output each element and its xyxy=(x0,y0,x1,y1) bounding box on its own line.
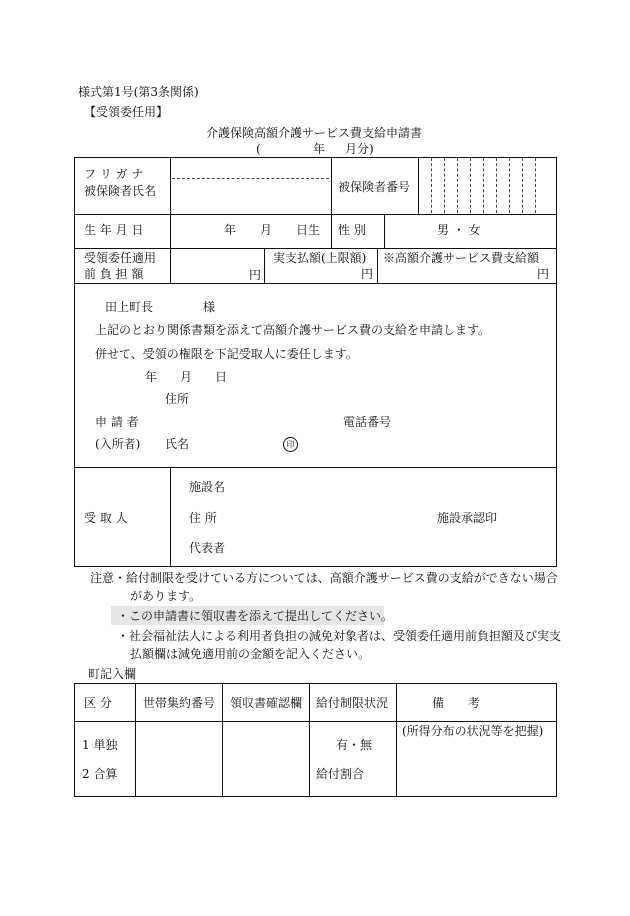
insured-number-label: 被保険者番号 xyxy=(338,180,411,194)
note-3-cont: 払額欄は減免適用前の金額を記入ください。 xyxy=(130,647,371,661)
application-form-box xyxy=(74,157,557,567)
restriction-options: 有・無 xyxy=(336,738,373,752)
seal-mark-icon: 印 xyxy=(283,437,298,452)
recipient-label: 受 取 人 xyxy=(84,511,128,525)
addressee: 田上町長 xyxy=(105,300,154,314)
note-2: ・この申請書に領収書を添えて提出してください。 xyxy=(117,609,394,623)
row-type-single: 1 単独 xyxy=(82,738,118,752)
addressee-suffix: 様 xyxy=(203,300,216,314)
town-section-title: 町記入欄 xyxy=(88,667,137,681)
applicant-address-label: 住所 xyxy=(165,392,190,406)
recipient-address-label: 住 所 xyxy=(189,511,217,525)
header-category: 区 分 xyxy=(84,696,112,710)
period-open: ( xyxy=(256,142,261,156)
delegation-label-1: 受領委任適用 xyxy=(84,251,157,265)
period-month-label: 月分) xyxy=(345,142,374,156)
date-month-label: 月 xyxy=(180,370,193,384)
representative-label: 代表者 xyxy=(189,541,226,555)
furigana-label: フ リ ガ ナ xyxy=(84,167,144,181)
yen-label-1: 円 xyxy=(249,268,262,282)
actual-payment-label: 実支払額(上限額) xyxy=(273,251,367,265)
period-year-label: 年 xyxy=(313,142,326,156)
sex-label: 性 別 xyxy=(338,223,366,237)
facility-approval-seal-label: 施設承認印 xyxy=(437,511,498,525)
phone-label: 電話番号 xyxy=(343,415,392,429)
header-receipt-check: 領収書確認欄 xyxy=(230,696,303,710)
header-household-number: 世帯集約番号 xyxy=(143,696,216,710)
sex-options: 男 ・ 女 xyxy=(437,223,481,237)
row-type-combined: 2 合算 xyxy=(82,767,118,781)
remarks-note: (所得分布の状況等を把握) xyxy=(402,724,544,738)
dob-label: 生 年 月 日 xyxy=(84,223,144,237)
form-number: 様式第1号(第3条関係) xyxy=(78,85,199,99)
note-3: ・社会福祉法人による利用者負担の減免対象者は、受領委任適用前負担額及び実支 xyxy=(117,629,562,643)
date-year-label: 年 xyxy=(145,370,158,384)
delegation-label-2: 前 負 担 額 xyxy=(84,267,144,281)
benefit-rate-label: 給付割合 xyxy=(316,767,365,781)
note-lead: 注意・給付制限を受けている方については、高額介護サービス費の支給ができない場合 xyxy=(90,571,558,585)
yen-label-3: 円 xyxy=(537,267,550,281)
form-category: 【受領委任用】 xyxy=(84,105,169,119)
dob-year-label: 年 xyxy=(224,223,237,237)
facility-name-label: 施設名 xyxy=(189,480,226,494)
high-cost-label: ※高額介護サービス費支給額 xyxy=(383,251,540,265)
applicant-name-label: 氏名 xyxy=(165,437,190,451)
application-line-1: 上記のとおり関係書類を添えて高額介護サービス費の支給を申請します。 xyxy=(95,323,491,337)
applicant-label: 申 請 者 xyxy=(95,415,139,429)
header-restriction-status: 給付制限状況 xyxy=(316,696,389,710)
page-title: 介護保険高額介護サービス費支給申請書 xyxy=(206,126,423,140)
dob-month-label: 月 xyxy=(260,223,273,237)
note-lead-cont: があります。 xyxy=(130,589,202,603)
application-line-2: 併せて、受領の権限を下記受取人に委任します。 xyxy=(95,347,358,361)
resident-label: (入所者) xyxy=(95,437,141,451)
yen-label-2: 円 xyxy=(361,267,374,281)
date-day-label: 日 xyxy=(215,370,228,384)
insured-name-label: 被保険者氏名 xyxy=(84,184,157,198)
header-remarks: 備 考 xyxy=(432,696,481,710)
dob-day-label: 日生 xyxy=(296,223,321,237)
